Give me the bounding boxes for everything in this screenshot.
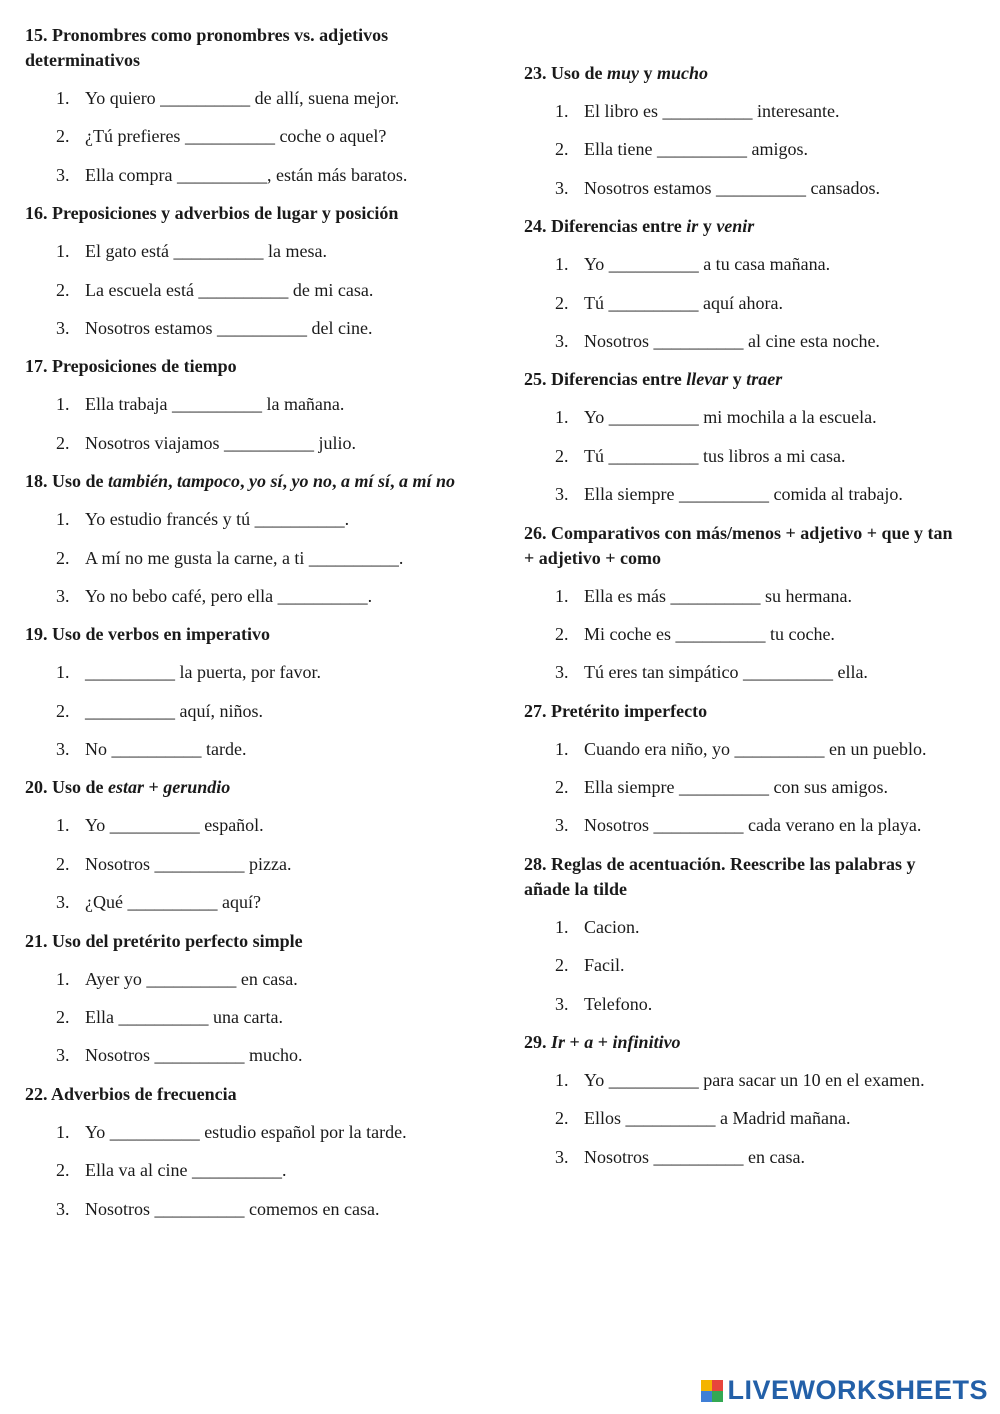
exercise-item[interactable] xyxy=(25,1120,465,1145)
exercise-item[interactable] xyxy=(524,482,964,507)
item-text: La escuela está __________ de mi casa. xyxy=(85,279,374,300)
item-number: 1. xyxy=(56,241,70,262)
section-number: 19. xyxy=(25,624,48,645)
section-title-part: Reglas de acentuación. Reescribe las palabras y añade la tilde xyxy=(524,853,916,899)
item-number: 3. xyxy=(56,892,70,913)
item-text: Tú __________ tus libros a mi casa. xyxy=(584,445,846,466)
section-title-part: y xyxy=(698,216,717,237)
item-number: 3. xyxy=(56,164,70,185)
item-text: Ella es más __________ su hermana. xyxy=(584,585,852,606)
exercise-item[interactable] xyxy=(524,992,964,1017)
item-number: 1. xyxy=(56,1121,70,1142)
exercise-section xyxy=(524,699,964,839)
item-number: 3. xyxy=(56,1198,70,1219)
exercise-item[interactable] xyxy=(25,890,465,915)
logo-text: LIVEWORKSHEETS xyxy=(727,1375,988,1405)
exercise-item[interactable] xyxy=(25,507,465,532)
exercise-section xyxy=(25,201,465,341)
section-number: 16. xyxy=(25,203,48,224)
section-number: 27. xyxy=(524,700,547,721)
item-text: Facil. xyxy=(584,955,625,976)
section-title xyxy=(524,214,964,239)
exercise-item[interactable] xyxy=(524,737,964,762)
item-number: 1. xyxy=(56,394,70,415)
item-text: Ella siempre __________ con sus amigos. xyxy=(584,777,888,798)
item-text: Cacion. xyxy=(584,916,640,937)
item-text: Ella trabaja __________ la mañana. xyxy=(85,394,345,415)
item-number: 1. xyxy=(555,585,569,606)
item-number: 3. xyxy=(555,662,569,683)
item-number: 3. xyxy=(555,815,569,836)
exercise-list xyxy=(524,584,964,686)
section-number: 29. xyxy=(524,1032,547,1053)
exercise-item[interactable] xyxy=(524,1068,964,1093)
exercise-section xyxy=(524,852,964,1017)
item-text: Nosotros estamos __________ del cine. xyxy=(85,317,373,338)
section-number: 20. xyxy=(25,777,48,798)
section-title-part: + xyxy=(593,1032,613,1053)
section-title-part: estar xyxy=(108,777,145,798)
section-title xyxy=(524,61,964,86)
section-title-part: tampoco xyxy=(177,471,241,492)
exercise-item[interactable] xyxy=(524,813,964,838)
section-title xyxy=(25,929,465,954)
section-number: 18. xyxy=(25,471,48,492)
section-title-part: gerundio xyxy=(163,777,231,798)
exercise-section xyxy=(25,775,465,915)
item-text: Yo __________ a tu casa mañana. xyxy=(584,254,831,275)
section-title-part: Uso de xyxy=(47,471,109,492)
item-number: 1. xyxy=(555,101,569,121)
item-number: 3. xyxy=(555,1146,569,1167)
section-title-part: Preposiciones y adverbios de lugar y posición xyxy=(47,203,399,224)
exercise-list xyxy=(524,737,964,839)
exercise-item[interactable] xyxy=(25,967,465,992)
exercise-item[interactable] xyxy=(25,546,465,571)
exercise-item[interactable] xyxy=(524,99,964,124)
item-number: 1. xyxy=(555,254,569,275)
item-text: Ayer yo __________ en casa. xyxy=(85,968,298,989)
section-number: 23. xyxy=(524,63,547,83)
section-title-part: Diferencias entre xyxy=(546,216,687,237)
exercise-item[interactable] xyxy=(524,953,964,978)
item-number: 3. xyxy=(555,177,569,198)
exercise-item[interactable] xyxy=(524,775,964,800)
section-title-part: Uso de xyxy=(546,63,608,83)
item-text: El gato está __________ la mesa. xyxy=(85,241,327,262)
exercise-item[interactable] xyxy=(25,813,465,838)
item-text: Nosotros estamos __________ cansados. xyxy=(584,177,880,198)
item-text: Yo __________ mi mochila a la escuela. xyxy=(584,407,877,428)
section-number: 17. xyxy=(25,356,48,377)
item-number: 2. xyxy=(56,279,70,300)
section-title-part: muy xyxy=(607,63,640,83)
exercise-list xyxy=(25,813,465,915)
section-number: 22. xyxy=(25,1083,48,1104)
section-title xyxy=(25,23,465,73)
exercise-item[interactable] xyxy=(524,660,964,685)
section-title-part: y xyxy=(728,369,747,390)
item-number: 2. xyxy=(56,1160,70,1181)
section-title-part: , xyxy=(240,471,250,492)
item-text: Ella compra __________, están más baratos. xyxy=(85,164,408,185)
section-title-part: venir xyxy=(716,216,755,237)
exercise-section xyxy=(25,622,465,762)
section-title-part: , xyxy=(168,471,178,492)
item-text: ¿Tú prefieres __________ coche o aquel? xyxy=(85,126,387,147)
section-title-part: Comparativos con más/menos + adjetivo + que y tan + adjetivo + como xyxy=(524,522,953,568)
item-text: El libro es __________ interesante. xyxy=(584,101,840,121)
section-title-part: infinitivo xyxy=(612,1032,681,1053)
item-number: 2. xyxy=(56,700,70,721)
exercise-list xyxy=(524,405,964,507)
exercise-section xyxy=(25,469,465,609)
exercise-item[interactable] xyxy=(25,699,465,724)
item-number: 1. xyxy=(555,1070,569,1091)
item-number: 1. xyxy=(56,88,70,108)
exercise-list xyxy=(524,1068,964,1170)
exercise-item[interactable] xyxy=(524,137,964,162)
item-text: No __________ tarde. xyxy=(85,739,247,760)
item-number: 3. xyxy=(56,317,70,338)
section-title-part: traer xyxy=(746,369,783,390)
item-number: 2. xyxy=(555,139,569,160)
item-number: 3. xyxy=(555,993,569,1014)
exercise-section xyxy=(524,1030,964,1170)
item-number: 3. xyxy=(555,330,569,351)
section-title-part: yo sí xyxy=(249,471,283,492)
exercise-list xyxy=(25,507,465,609)
item-text: A mí no me gusta la carne, a ti __________. xyxy=(85,547,404,568)
exercise-item[interactable] xyxy=(25,278,465,303)
exercise-section xyxy=(25,354,465,455)
section-title-part: Pronombres como pronombres vs. adjetivos determinativos xyxy=(25,25,389,70)
section-title xyxy=(25,354,465,379)
section-title-part: a mí sí xyxy=(341,471,391,492)
item-number: 3. xyxy=(56,739,70,760)
exercise-list xyxy=(25,86,465,188)
item-text: __________ la puerta, por favor. xyxy=(85,662,321,683)
section-title xyxy=(524,699,964,724)
item-number: 1. xyxy=(56,509,70,530)
exercise-list xyxy=(25,392,465,455)
section-title xyxy=(25,469,465,494)
exercise-list xyxy=(25,1120,465,1222)
section-title-part: Adverbios de frecuencia xyxy=(47,1083,237,1104)
section-title-part: + xyxy=(144,777,164,798)
section-number: 26. xyxy=(524,522,547,543)
item-text: __________ aquí, niños. xyxy=(85,700,263,721)
section-title xyxy=(25,201,465,226)
section-title-part: Preposiciones de tiempo xyxy=(47,356,237,377)
exercise-item[interactable] xyxy=(524,915,964,940)
item-text: Telefono. xyxy=(584,993,653,1014)
section-title-part: , xyxy=(332,471,342,492)
section-title-part: Ir xyxy=(551,1032,566,1053)
section-title-part: Uso de verbos en imperativo xyxy=(47,624,270,645)
section-number: 25. xyxy=(524,369,547,390)
item-text: Ella __________ una carta. xyxy=(85,1007,283,1028)
section-title-part: y xyxy=(639,63,658,83)
exercise-item[interactable] xyxy=(524,584,964,609)
item-text: Nosotros __________ pizza. xyxy=(85,853,292,874)
item-number: 2. xyxy=(56,547,70,568)
section-title xyxy=(25,622,465,647)
item-number: 3. xyxy=(56,585,70,606)
item-number: 2. xyxy=(56,432,70,453)
exercise-item[interactable] xyxy=(524,176,964,201)
liveworksheets-logo-icon xyxy=(701,1380,723,1402)
exercise-section xyxy=(25,1082,465,1222)
exercise-item[interactable] xyxy=(25,392,465,417)
section-title-part: Diferencias entre xyxy=(546,369,687,390)
exercise-section xyxy=(25,929,465,1069)
item-number: 1. xyxy=(555,738,569,759)
exercise-list xyxy=(25,660,465,762)
section-title-part: Pretérito imperfecto xyxy=(546,700,708,721)
item-text: Yo __________ español. xyxy=(85,815,264,836)
item-number: 2. xyxy=(555,292,569,313)
item-number: 1. xyxy=(555,916,569,937)
item-text: Cuando era niño, yo __________ en un pueblo. xyxy=(584,738,927,759)
exercise-item[interactable] xyxy=(25,584,465,609)
section-title-part: , xyxy=(282,471,292,492)
item-text: Ella va al cine __________. xyxy=(85,1160,287,1181)
exercise-item[interactable] xyxy=(524,252,964,277)
section-title xyxy=(524,521,964,571)
exercise-item[interactable] xyxy=(25,86,465,111)
exercise-item[interactable] xyxy=(25,1005,465,1030)
section-title-part: llevar xyxy=(686,369,729,390)
section-title xyxy=(524,367,964,392)
exercise-section xyxy=(524,61,964,201)
section-title xyxy=(25,775,465,800)
exercise-item[interactable] xyxy=(25,660,465,685)
exercise-item[interactable] xyxy=(25,737,465,762)
item-number: 1. xyxy=(56,662,70,683)
item-text: Nosotros __________ en casa. xyxy=(584,1146,805,1167)
exercise-item[interactable] xyxy=(524,291,964,316)
item-text: Ellos __________ a Madrid mañana. xyxy=(584,1108,851,1129)
exercise-item[interactable] xyxy=(25,124,465,149)
item-text: Tú eres tan simpático __________ ella. xyxy=(584,662,868,683)
exercise-item[interactable] xyxy=(524,1106,964,1131)
section-number: 15. xyxy=(25,25,48,45)
section-number: 24. xyxy=(524,216,547,237)
exercise-item[interactable] xyxy=(25,1158,465,1183)
section-title-part: ir xyxy=(686,216,699,237)
item-number: 3. xyxy=(56,1045,70,1066)
section-title-part: , xyxy=(390,471,400,492)
exercise-list xyxy=(524,252,964,354)
section-title-part: yo no xyxy=(291,471,333,492)
section-title-part: a xyxy=(584,1032,594,1053)
liveworksheets-logo[interactable] xyxy=(701,1375,988,1406)
item-text: Nosotros viajamos __________ julio. xyxy=(85,432,356,453)
exercise-section xyxy=(25,23,465,188)
exercise-item[interactable] xyxy=(524,444,964,469)
right-column xyxy=(524,61,964,1183)
exercise-item[interactable] xyxy=(524,622,964,647)
item-text: Ella tiene __________ amigos. xyxy=(584,139,808,160)
item-text: ¿Qué __________ aquí? xyxy=(85,892,261,913)
item-number: 2. xyxy=(555,1108,569,1129)
item-text: Yo estudio francés y tú __________. xyxy=(85,509,350,530)
item-number: 1. xyxy=(555,407,569,428)
section-title xyxy=(524,1030,964,1055)
item-number: 2. xyxy=(56,853,70,874)
item-text: Yo __________ estudio español por la tarde. xyxy=(85,1121,407,1142)
section-number: 21. xyxy=(25,930,48,951)
section-title-part: Uso del pretérito perfecto simple xyxy=(47,930,303,951)
exercise-item[interactable] xyxy=(524,1145,964,1170)
section-title xyxy=(524,852,964,902)
exercise-list xyxy=(25,239,465,341)
item-text: Nosotros __________ mucho. xyxy=(85,1045,303,1066)
exercise-item[interactable] xyxy=(25,1043,465,1068)
item-text: Nosotros __________ comemos en casa. xyxy=(85,1198,380,1219)
exercise-item[interactable] xyxy=(25,1197,465,1222)
item-number: 2. xyxy=(56,126,70,147)
exercise-list xyxy=(524,99,964,201)
item-text: Nosotros __________ cada verano en la playa. xyxy=(584,815,922,836)
item-text: Mi coche es __________ tu coche. xyxy=(584,623,835,644)
item-text: Tú __________ aquí ahora. xyxy=(584,292,783,313)
exercise-item[interactable] xyxy=(25,239,465,264)
section-number: 28. xyxy=(524,853,547,874)
exercise-item[interactable] xyxy=(25,852,465,877)
item-text: Yo quiero __________ de allí, suena mejor. xyxy=(85,88,400,108)
section-title-part: también xyxy=(108,471,169,492)
item-number: 2. xyxy=(555,445,569,466)
section-title-part: Uso de xyxy=(47,777,109,798)
item-number: 1. xyxy=(56,968,70,989)
item-number: 1. xyxy=(56,815,70,836)
item-number: 2. xyxy=(555,777,569,798)
exercise-item[interactable] xyxy=(25,163,465,188)
section-title-part: a mí no xyxy=(399,471,456,492)
exercise-list xyxy=(25,967,465,1069)
exercise-item[interactable] xyxy=(524,405,964,430)
exercise-item[interactable] xyxy=(25,316,465,341)
exercise-section xyxy=(524,521,964,686)
item-number: 2. xyxy=(56,1007,70,1028)
section-title-part: + xyxy=(565,1032,585,1053)
exercise-section xyxy=(524,367,964,507)
item-text: Yo __________ para sacar un 10 en el examen. xyxy=(584,1070,925,1091)
item-text: Ella siempre __________ comida al trabajo. xyxy=(584,484,903,505)
item-text: Yo no bebo café, pero ella __________. xyxy=(85,585,373,606)
exercise-item[interactable] xyxy=(25,431,465,456)
exercise-list xyxy=(524,915,964,1017)
left-column xyxy=(25,23,465,1235)
item-number: 2. xyxy=(555,623,569,644)
exercise-section xyxy=(524,214,964,354)
item-text: Nosotros __________ al cine esta noche. xyxy=(584,330,880,351)
exercise-item[interactable] xyxy=(524,329,964,354)
section-title-part: mucho xyxy=(657,63,709,83)
item-number: 2. xyxy=(555,955,569,976)
section-title xyxy=(25,1082,465,1107)
item-number: 3. xyxy=(555,484,569,505)
